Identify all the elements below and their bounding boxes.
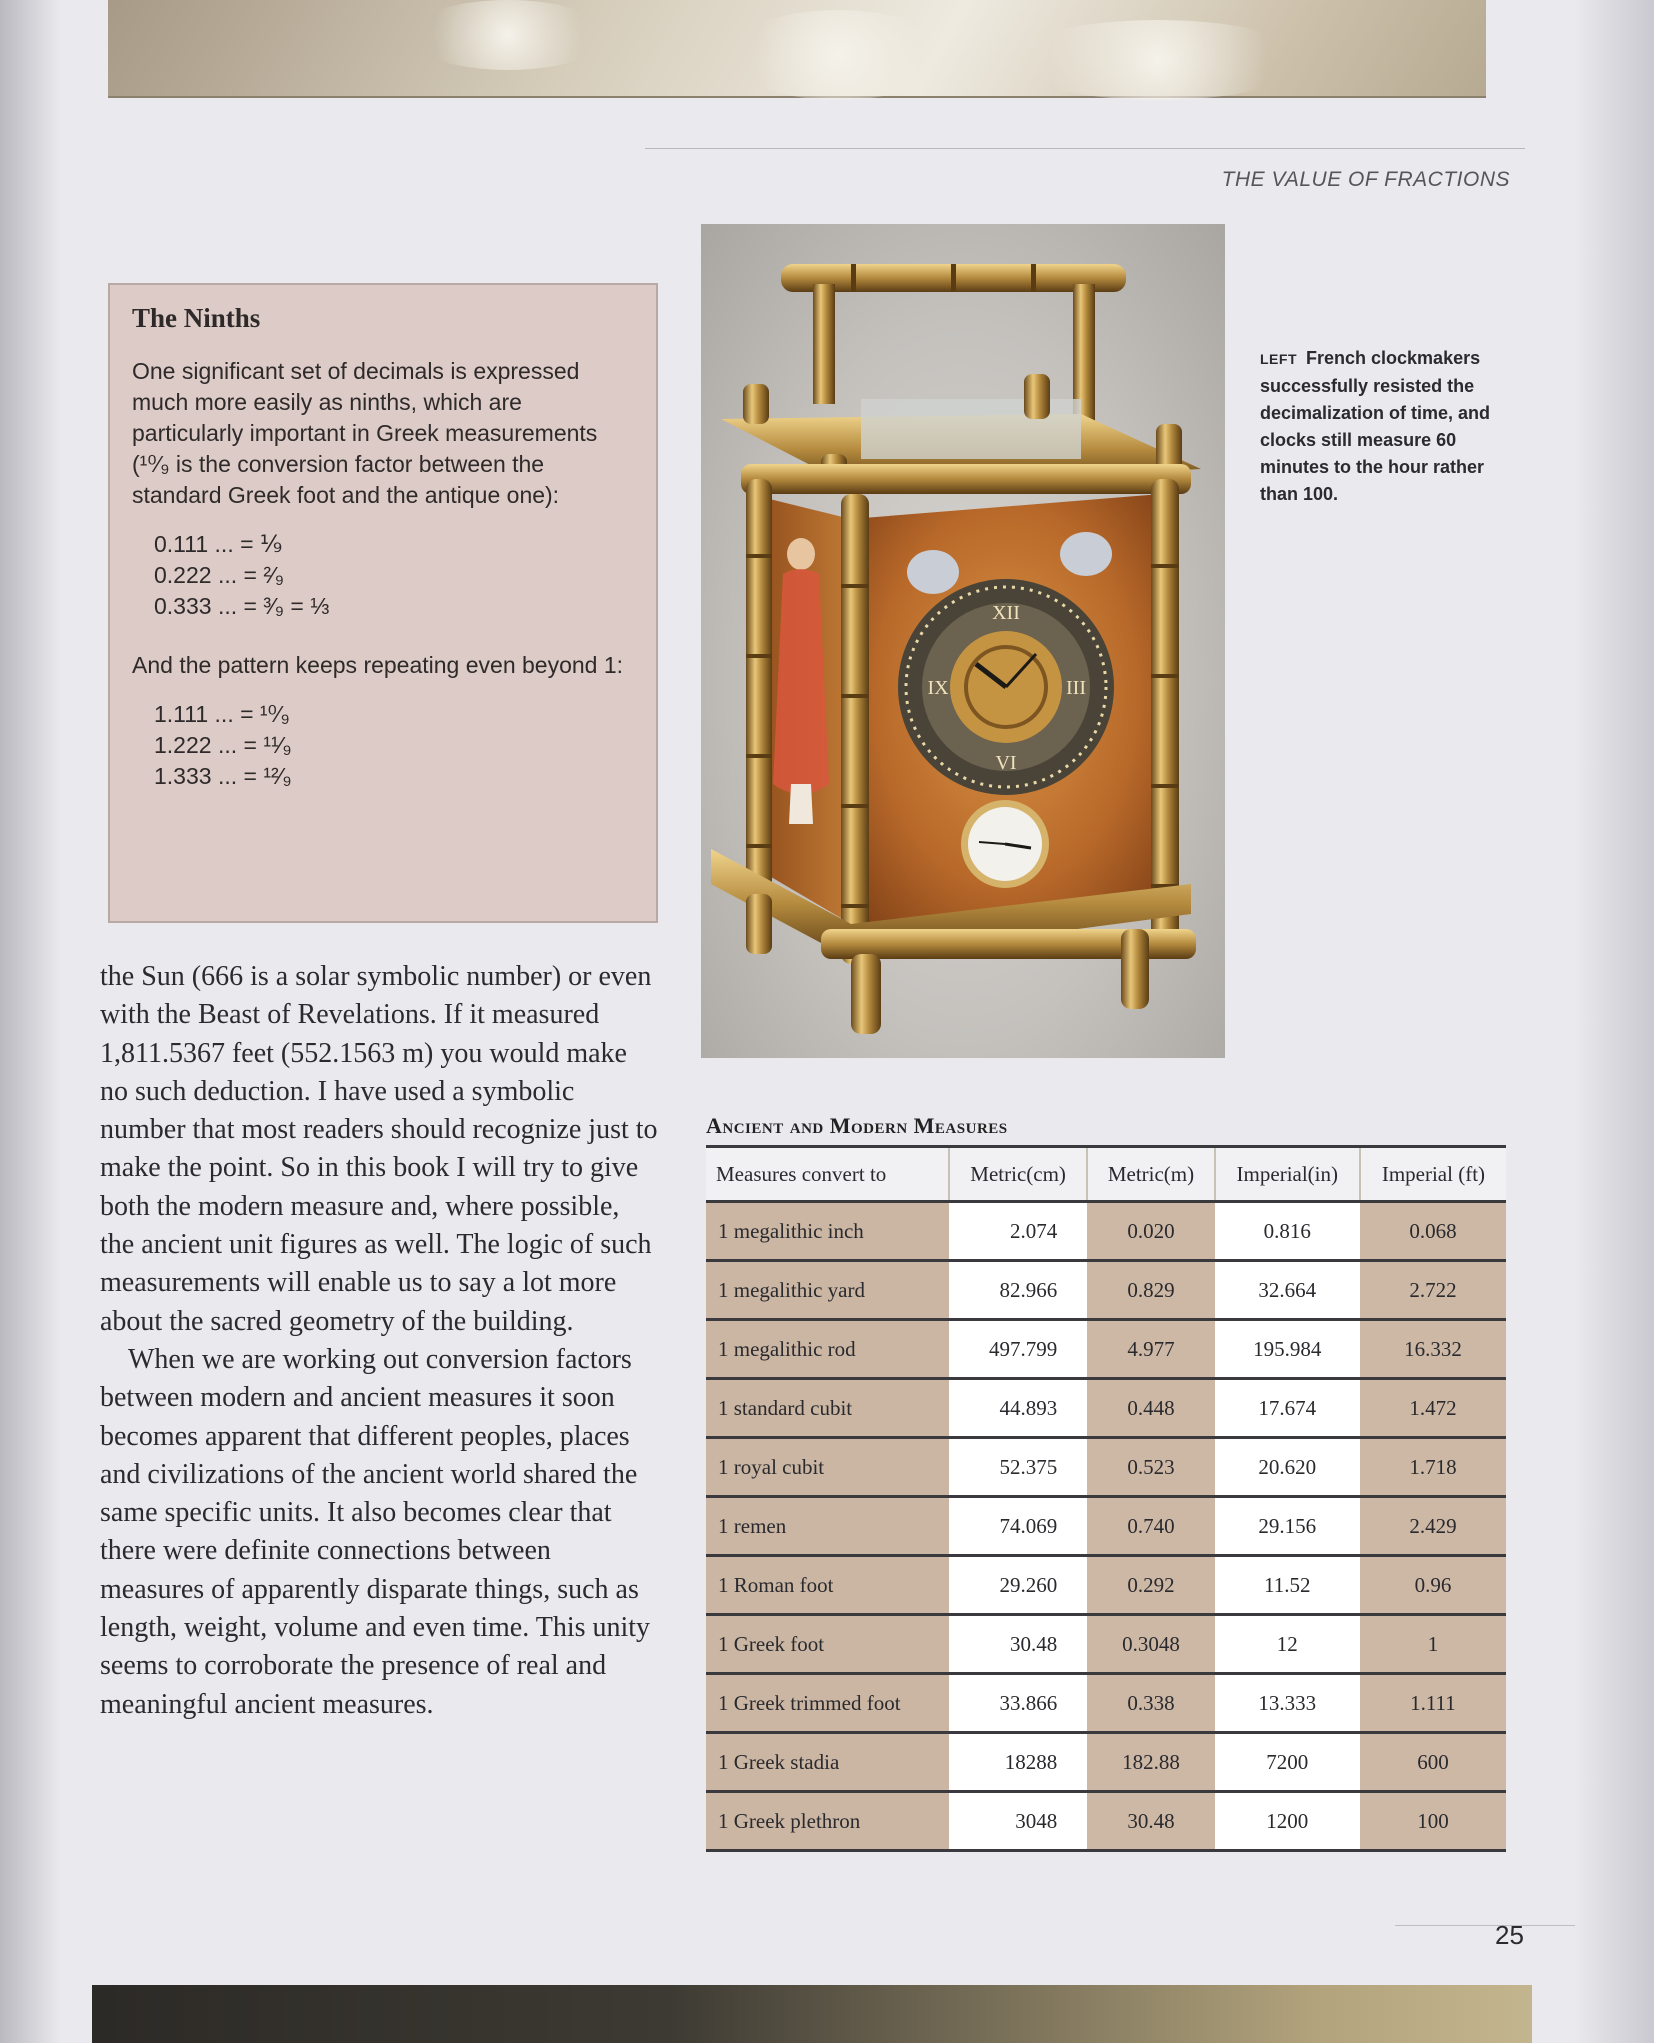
- dial-numeral: IX: [927, 677, 949, 699]
- measure-value-cell: 0.338: [1087, 1674, 1214, 1733]
- measure-value-cell: 29.260: [949, 1556, 1087, 1615]
- table-row: [706, 1438, 1506, 1497]
- measure-value-cell: 0.448: [1087, 1379, 1214, 1438]
- photo-caption: [1260, 345, 1500, 508]
- equation-line: 1.333 ... = ¹²⁄₉: [154, 763, 292, 789]
- table-row: [706, 1556, 1506, 1615]
- measures-table: [706, 1145, 1506, 1852]
- measure-value-cell: 0.829: [1087, 1261, 1214, 1320]
- measure-value-cell: 1.472: [1360, 1379, 1506, 1438]
- body-text: [100, 958, 660, 1724]
- column-header: Metric(m): [1087, 1147, 1214, 1202]
- measure-value-cell: 0.292: [1087, 1556, 1214, 1615]
- measure-value-cell: 497.799: [949, 1320, 1087, 1379]
- measure-name-cell: 1 Greek trimmed foot: [706, 1674, 949, 1733]
- measure-value-cell: 100: [1360, 1792, 1506, 1851]
- measure-value-cell: 7200: [1215, 1733, 1360, 1792]
- column-header: Imperial(in): [1215, 1147, 1360, 1202]
- measure-value-cell: 4.977: [1087, 1320, 1214, 1379]
- column-header: Measures convert to: [706, 1147, 949, 1202]
- equation-group-above-one: [132, 699, 634, 792]
- measure-value-cell: 2.429: [1360, 1497, 1506, 1556]
- measure-value-cell: 1200: [1215, 1792, 1360, 1851]
- measure-value-cell: 2.074: [949, 1202, 1087, 1261]
- measure-value-cell: 600: [1360, 1733, 1506, 1792]
- caption-lead: LEFT: [1260, 351, 1297, 367]
- column-header: Imperial (ft): [1360, 1147, 1506, 1202]
- measure-name-cell: 1 Greek stadia: [706, 1733, 949, 1792]
- table-body: [706, 1202, 1506, 1851]
- table-row: [706, 1202, 1506, 1261]
- body-paragraph: the Sun (666 is a solar symbolic number) or even with the Beast of Revelations. If it measured 1,811.5367 feet (552.1563 m) you would make no such deduction. I have used a symbolic number that most readers should recognize just to make the point. So in this book I will try to give both the modern measure and, where possible, the ancient unit figures as well. The logic of such measurements will enable us to say a lot more about the sacred geometry of the building.: [100, 961, 658, 1337]
- column-header: Metric(cm): [949, 1147, 1087, 1202]
- folio-rule: [1395, 1925, 1575, 1926]
- table-header-row: [706, 1147, 1506, 1202]
- measure-value-cell: 0.523: [1087, 1438, 1214, 1497]
- header-rule: [645, 148, 1525, 149]
- measure-name-cell: 1 Greek plethron: [706, 1792, 949, 1851]
- measure-value-cell: 11.52: [1215, 1556, 1360, 1615]
- measure-value-cell: 16.332: [1360, 1320, 1506, 1379]
- equation-line: 0.333 ... = ³⁄₉ = ⅓: [154, 593, 330, 619]
- measure-value-cell: 195.984: [1215, 1320, 1360, 1379]
- sidebar-intro: One significant set of decimals is expressed much more easily as ninths, which are particularly important in Greek measurements (¹⁰⁄₉ is the conversion factor between the standard Greek foot and the antique one):: [132, 358, 598, 508]
- measure-name-cell: 1 megalithic rod: [706, 1320, 949, 1379]
- measure-value-cell: 18288: [949, 1733, 1087, 1792]
- measure-value-cell: 0.740: [1087, 1497, 1214, 1556]
- table-row: [706, 1497, 1506, 1556]
- measure-name-cell: 1 royal cubit: [706, 1438, 949, 1497]
- measure-name-cell: 1 megalithic inch: [706, 1202, 949, 1261]
- top-photo-strip: [108, 0, 1486, 98]
- equation-line: 0.222 ... = ²⁄₉: [154, 562, 284, 588]
- measure-value-cell: 33.866: [949, 1674, 1087, 1733]
- table-row: [706, 1379, 1506, 1438]
- measure-value-cell: 0.96: [1360, 1556, 1506, 1615]
- measure-value-cell: 0.020: [1087, 1202, 1214, 1261]
- measure-value-cell: 52.375: [949, 1438, 1087, 1497]
- caption-text: French clockmakers successfully resisted the decimalization of time, and clocks still measure 60 minutes to the hour rather than 100.: [1260, 348, 1491, 504]
- measure-value-cell: 30.48: [1087, 1792, 1214, 1851]
- measure-value-cell: 1: [1360, 1615, 1506, 1674]
- page-edge-shadow: [1574, 0, 1654, 2043]
- measure-value-cell: 0.068: [1360, 1202, 1506, 1261]
- measure-name-cell: 1 standard cubit: [706, 1379, 949, 1438]
- measure-value-cell: 74.069: [949, 1497, 1087, 1556]
- sidebar-pattern-text: And the pattern keeps repeating even beyond 1:: [132, 652, 624, 678]
- table-row: [706, 1733, 1506, 1792]
- table-title: Ancient and Modern Measures: [706, 1113, 1008, 1138]
- measure-value-cell: 2.722: [1360, 1261, 1506, 1320]
- measure-name-cell: 1 megalithic yard: [706, 1261, 949, 1320]
- measure-value-cell: 44.893: [949, 1379, 1087, 1438]
- equation-group-below-one: [132, 529, 634, 622]
- measure-value-cell: 82.966: [949, 1261, 1087, 1320]
- bottom-photo-strip: [92, 1985, 1532, 2043]
- measure-name-cell: 1 remen: [706, 1497, 949, 1556]
- ninths-sidebar: [108, 283, 658, 923]
- measure-value-cell: 182.88: [1087, 1733, 1214, 1792]
- table-row: [706, 1615, 1506, 1674]
- measure-value-cell: 1.111: [1360, 1674, 1506, 1733]
- equation-line: 1.111 ... = ¹⁰⁄₉: [154, 701, 290, 727]
- measure-name-cell: 1 Roman foot: [706, 1556, 949, 1615]
- table-row: [706, 1792, 1506, 1851]
- dial-numeral: VI: [995, 752, 1017, 774]
- measure-value-cell: 32.664: [1215, 1261, 1360, 1320]
- page-number: 25: [1495, 1920, 1524, 1950]
- equation-line: 1.222 ... = ¹¹⁄₉: [154, 732, 292, 758]
- clock-photo: [701, 224, 1225, 1058]
- running-head: THE VALUE OF FRACTIONS: [1221, 168, 1510, 191]
- measure-value-cell: 0.3048: [1087, 1615, 1214, 1674]
- measure-name-cell: 1 Greek foot: [706, 1615, 949, 1674]
- page-gutter-shadow: [0, 0, 60, 2043]
- measure-value-cell: 12: [1215, 1615, 1360, 1674]
- dial-numeral: III: [1066, 677, 1086, 699]
- measure-value-cell: 0.816: [1215, 1202, 1360, 1261]
- measure-value-cell: 17.674: [1215, 1379, 1360, 1438]
- carriage-clock-illustration: [701, 224, 1225, 1058]
- measure-value-cell: 1.718: [1360, 1438, 1506, 1497]
- measure-value-cell: 20.620: [1215, 1438, 1360, 1497]
- measure-value-cell: 13.333: [1215, 1674, 1360, 1733]
- sidebar-title: The Ninths: [132, 303, 261, 333]
- table-row: [706, 1320, 1506, 1379]
- table-row: [706, 1261, 1506, 1320]
- equation-line: 0.111 ... = ⅑: [154, 531, 283, 557]
- measure-value-cell: 30.48: [949, 1615, 1087, 1674]
- measure-value-cell: 3048: [949, 1792, 1087, 1851]
- body-paragraph: When we are working out conversion factors between modern and ancient measures it soon becomes apparent that different peoples, places and civilizations of the ancient world shared the same specific units. It also becomes clear that there were definite connections between measures of apparently disparate things, such as length, weight, volume and even time. This unity seems to corroborate the presence of real and meaningful ancient measures.: [100, 1343, 651, 1720]
- measure-value-cell: 29.156: [1215, 1497, 1360, 1556]
- dial-numeral: XII: [992, 602, 1020, 624]
- table-row: [706, 1674, 1506, 1733]
